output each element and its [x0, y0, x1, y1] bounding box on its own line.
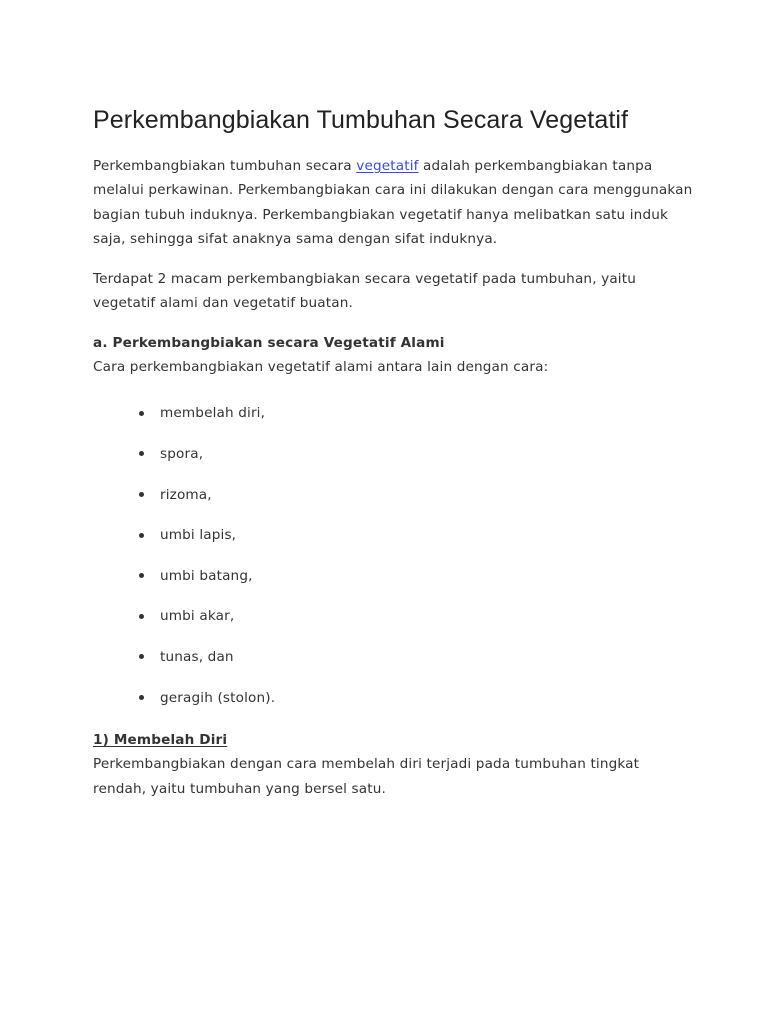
list-item-text: umbi akar,: [160, 608, 235, 625]
intro-text-start: Perkembangbiakan tumbuhan secara: [93, 158, 357, 174]
intro-text-end: adalah perkembangbiakan tanpa melalui perkawinan. Perkembangbiakan cara ini dilakukan dengan cara menggunakan bagian tubuh induknya. Perkembangbiakan vegetatif hanya melibatkan satu induk saja, sehingga sifat anaknya sama dengan sifat induknya.: [93, 158, 693, 247]
bullet-icon: [139, 614, 144, 619]
list-item: [93, 485, 693, 505]
page-title: Perkembangbiakan Tumbuhan Secara Vegetatif: [93, 106, 629, 134]
document-page: [93, 104, 693, 801]
list-item: [93, 647, 693, 667]
list-item: [93, 688, 693, 708]
list-item: [93, 444, 693, 464]
section-a-heading: a. Perkembangbiakan secara Vegetatif Alami: [93, 334, 445, 351]
list-item-text: rizoma,: [160, 486, 212, 503]
bullet-icon: [139, 451, 144, 456]
bullet-icon: [139, 411, 144, 416]
list-item-text: geragih (stolon).: [160, 689, 276, 706]
types-paragraph: Terdapat 2 macam perkembangbiakan secara vegetatif pada tumbuhan, yaitu vegetatif alami dan vegetatif buatan.: [93, 271, 636, 312]
bullet-icon: [139, 654, 144, 659]
list-item-text: tunas, dan: [160, 648, 234, 665]
list-item: [93, 403, 693, 423]
list-item: [93, 606, 693, 626]
bullet-icon: [139, 533, 144, 538]
vegetatif-link[interactable]: vegetatif: [356, 158, 419, 174]
bullet-icon: [139, 695, 144, 700]
section-a-lead: Cara perkembangbiakan vegetatif alami antara lain dengan cara:: [93, 359, 549, 376]
list-item-text: umbi lapis,: [160, 527, 237, 544]
section-1-text: Perkembangbiakan dengan cara membelah diri terjadi pada tumbuhan tingkat rendah, yaitu tumbuhan yang bersel satu.: [93, 756, 640, 797]
list-item-text: umbi batang,: [160, 567, 253, 584]
intro-paragraph: [93, 154, 693, 251]
bullet-icon: [139, 573, 144, 578]
list-item-text: membelah diri,: [160, 405, 266, 422]
list-item: [93, 525, 693, 545]
list-item-text: spora,: [160, 445, 204, 462]
method-list: [93, 403, 693, 707]
list-item: [93, 566, 693, 586]
bullet-icon: [139, 492, 144, 497]
section-1-heading: 1) Membelah Diri: [93, 732, 228, 749]
